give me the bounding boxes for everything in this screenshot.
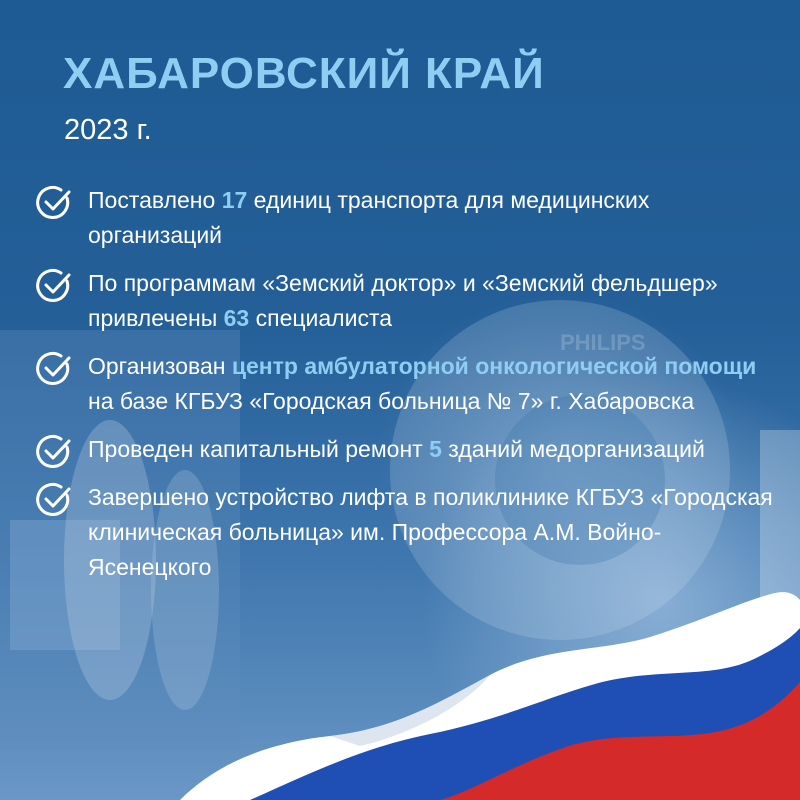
list-item xyxy=(34,183,774,253)
check-circle-icon xyxy=(34,349,74,389)
flag-red-stripe xyxy=(400,665,800,800)
list-item xyxy=(34,432,774,467)
item-text: Проведен капитальный ремонт xyxy=(88,436,430,462)
check-circle-icon xyxy=(34,183,74,223)
flag-white-shadow xyxy=(330,675,490,746)
check-circle-icon xyxy=(34,266,74,306)
item-text: По программам «Земский доктор» и «Земский фельдшер» привлечены xyxy=(88,270,718,331)
item-highlight: центр амбулаторной онкологической помощи xyxy=(231,353,757,379)
year-label: 2023 г. xyxy=(64,114,152,146)
item-text-end: единиц транспорта для медицинских организаций xyxy=(88,187,650,248)
item-text: Завершено устройство лифта в поликлинике КГБУЗ «Городская клиническая больница» им. Профессора А.М. Войно-Ясенецкого xyxy=(88,484,773,580)
flag-blue-stripe xyxy=(230,622,800,800)
check-circle-icon xyxy=(34,480,74,520)
item-highlight: 63 xyxy=(223,305,250,331)
item-text-end: на базе КГБУЗ «Городская больница № 7» г. Хабаровска xyxy=(88,388,695,414)
achievements-list xyxy=(34,183,774,585)
list-item xyxy=(34,349,774,419)
list-item xyxy=(34,266,774,336)
check-circle-icon xyxy=(34,432,74,472)
item-text-end: специалиста xyxy=(249,305,393,331)
region-title: ХАБАРОВСКИЙ КРАЙ xyxy=(63,49,545,98)
list-item xyxy=(34,480,774,585)
item-text-end: зданий медорганизаций xyxy=(441,436,705,462)
item-text: Организован xyxy=(88,353,232,379)
item-highlight: 5 xyxy=(429,436,442,462)
item-text: Поставлено xyxy=(88,187,222,213)
background-brand-text: PHILIPS xyxy=(560,330,646,355)
russian-flag-ribbon xyxy=(0,560,800,800)
item-highlight: 17 xyxy=(221,187,248,213)
flag-white-stripe xyxy=(180,592,800,800)
